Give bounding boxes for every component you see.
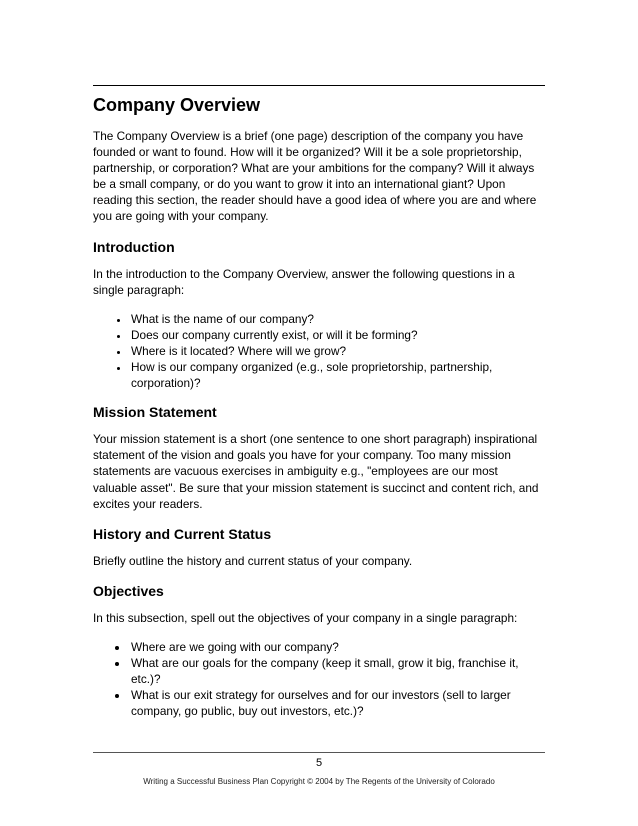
header-rule bbox=[93, 85, 545, 86]
list-item: • Does our company currently exist, or will it be forming? bbox=[129, 327, 545, 343]
page-content bbox=[93, 94, 545, 731]
objectives-list bbox=[93, 639, 545, 719]
mission-text: Your mission statement is a short (one sentence to one short paragraph) inspirational statement of the vision and goals you have for your company. Too many mission statements are vacuous exercises in ambiguity e.g., "employees are our most valuable asset". Be sure that your mission statement is succinct and content rich, and excites your readers. bbox=[93, 432, 539, 511]
footer-copyright: Writing a Successful Business Plan Copyright © 2004 by The Regents of the University of Colorado bbox=[143, 777, 495, 786]
mission-heading: Mission Statement bbox=[93, 404, 217, 421]
list-item: • What is the name of our company? bbox=[129, 311, 545, 327]
page-title: Company Overview bbox=[93, 95, 261, 115]
history-text: Briefly outline the history and current status of your company. bbox=[93, 553, 413, 568]
list-item: • What are our goals for the company (keep it small, grow it big, franchise it, etc.)? bbox=[129, 655, 545, 687]
introduction-heading: Introduction bbox=[93, 238, 175, 255]
list-item: • How is our company organized (e.g., sole proprietorship, partnership, corporation)? bbox=[129, 359, 545, 391]
list-item: • Where are we going with our company? bbox=[129, 639, 545, 655]
list-item: • What is our exit strategy for ourselves and for our investors (sell to larger company, go public, buy out investors, etc.)? bbox=[129, 687, 545, 719]
objectives-text: In this subsection, spell out the objectives of your company in a single paragraph: bbox=[93, 610, 518, 625]
footer-rule bbox=[93, 752, 545, 753]
history-heading: History and Current Status bbox=[93, 525, 272, 542]
introduction-list bbox=[93, 311, 545, 391]
objectives-heading: Objectives bbox=[93, 582, 164, 599]
introduction-text: In the introduction to the Company Overview, answer the following questions in a single paragraph: bbox=[93, 266, 515, 297]
overview-paragraph: The Company Overview is a brief (one page) description of the company you have founded or want to found. How will it be organized? Will it be a sole proprietorship, partnership, or corporation? What are your ambitions for the company? Will it always be a small company, or do you want to grow it into an international giant? Upon reading this section, the reader should have a good idea of where you are and where you are going with your company. bbox=[93, 129, 537, 224]
list-item: • Where is it located? Where will we grow? bbox=[129, 343, 545, 359]
page-number: 5 bbox=[315, 757, 323, 769]
